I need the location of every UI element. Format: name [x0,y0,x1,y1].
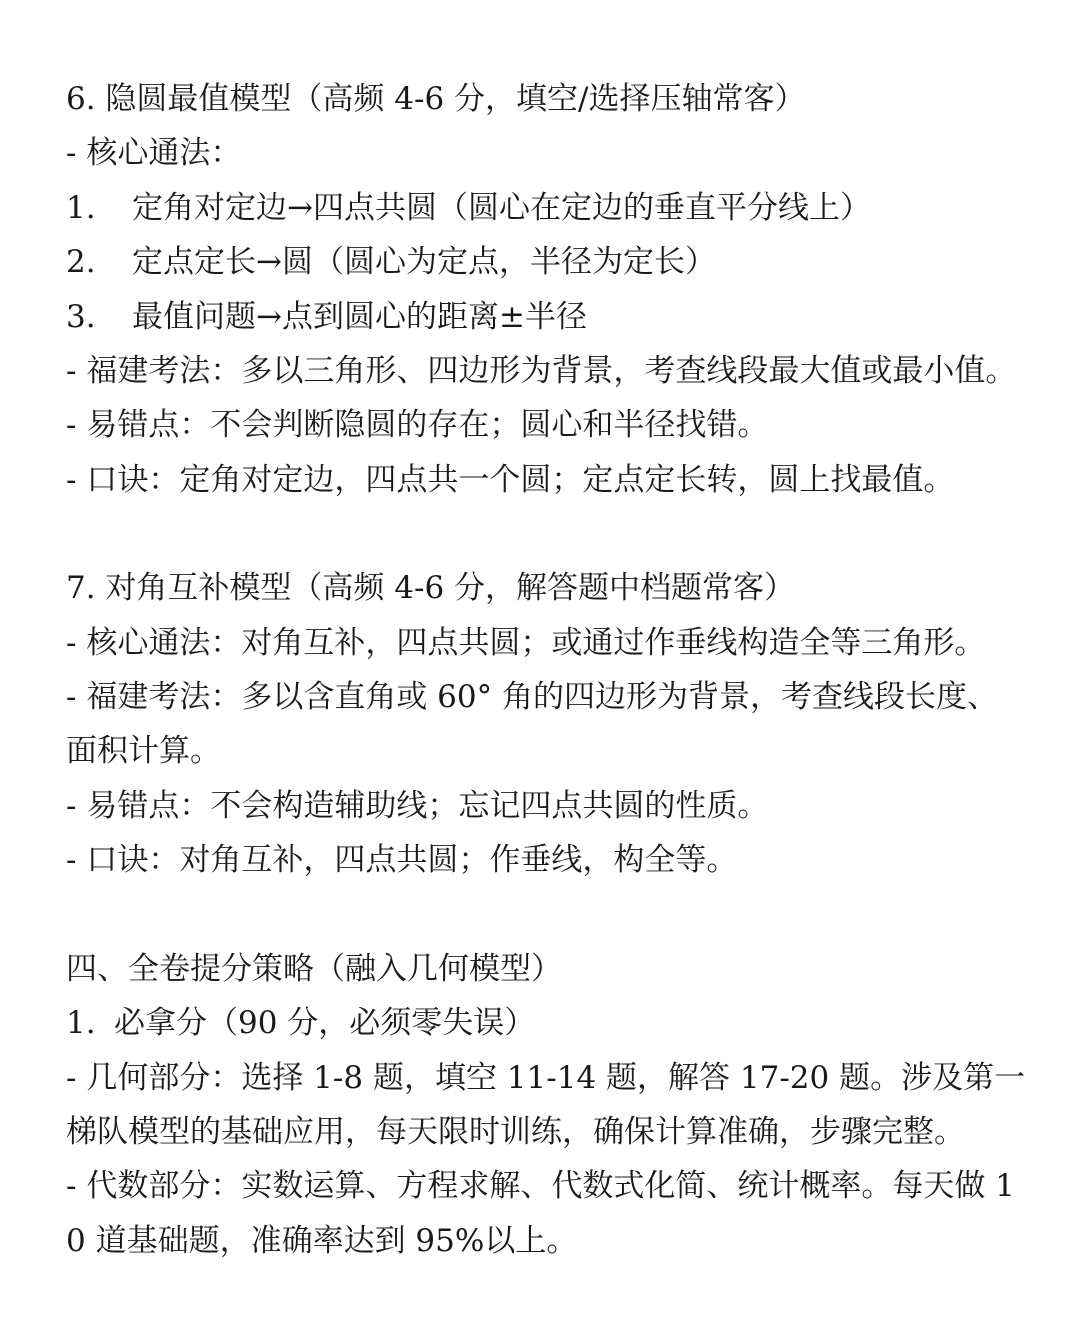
section-6-core-label: - 核心通法： [66,135,242,172]
section-6-step-1 [66,181,1026,235]
paragraph-gap [66,888,1026,942]
section-7-title: 7. 对角互补模型（高频 4-6 分，解答题中档题常客） [66,570,796,607]
step-number: 3. [66,298,96,335]
paragraph-gap [66,507,1026,561]
section-4-algebra: - 代数部分：实数运算、方程求解、代数式化简、统计概率。每天做 10 道基础题，准确率达到 95%以上。 [66,1168,1015,1259]
section-6-step-2 [66,235,1026,289]
section-7-fujian: - 福建考法：多以含直角或 60° 角的四边形为背景，考查线段长度、面积计算。 [66,679,998,770]
step-number: 1. [66,189,96,226]
section-4-geometry: - 几何部分：选择 1-8 题，填空 11-14 题，解答 17-20 题。涉及第一梯队模型的基础应用，每天限时训练，确保计算准确，步骤完整。 [66,1059,1026,1150]
step-text: 最值问题→点到圆心的距离±半径 [132,298,587,335]
document-body [66,72,1026,1268]
step-text: 定点定长→圆（圆心为定点，半径为定长） [132,244,716,281]
sub-number: 1. [66,1005,96,1042]
section-6-mistakes: - 易错点：不会判断隐圆的存在；圆心和半径找错。 [66,407,769,444]
section-6-title: 6. 隐圆最值模型（高频 4-6 分，填空/选择压轴常客） [66,81,806,117]
section-7-mistakes: - 易错点：不会构造辅助线；忘记四点共圆的性质。 [66,787,769,824]
section-6-step-3 [66,290,1026,344]
section-4-title: 四、全卷提分策略（融入几何模型） [66,950,562,987]
section-4-sub-1 [66,996,1026,1050]
section-7-mnemonic: - 口诀：对角互补，四点共圆；作垂线，构全等。 [66,842,738,879]
sub-text: 必拿分（90 分，必须零失误） [114,1005,536,1042]
section-7-core: - 核心通法：对角互补，四点共圆；或通过作垂线构造全等三角形。 [66,624,986,661]
step-number: 2. [66,244,96,281]
section-6-mnemonic: - 口诀：定角对定边，四点共一个圆；定点定长转，圆上找最值。 [66,461,955,498]
step-text: 定角对定边→四点共圆（圆心在定边的垂直平分线上） [132,189,871,226]
section-6-fujian: - 福建考法：多以三角形、四边形为背景，考查线段最大值或最小值。 [66,353,1017,390]
